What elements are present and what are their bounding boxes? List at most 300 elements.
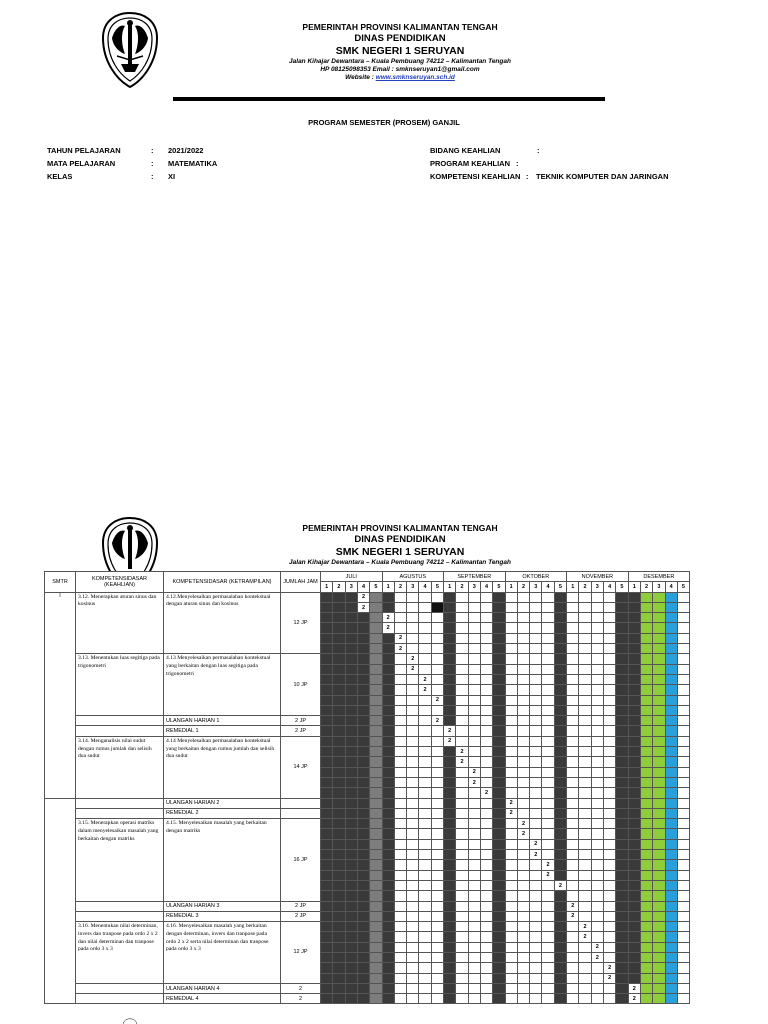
info-row — [47, 170, 217, 183]
info-label: KOMPETENSI KEAHLIAN — [430, 172, 521, 181]
week-cell — [394, 788, 406, 798]
week-cell — [370, 664, 382, 674]
week-cell — [382, 994, 394, 1004]
week-cell — [468, 798, 480, 808]
kd-pengetahuan-cell: 3.16. Menentukan nilai determinan, invers dan tranpose pada ordo 2 x 2 dan nilai determinan dan tranpose pada ordo 3 x 3 — [76, 922, 164, 984]
week-cell — [591, 602, 603, 612]
week-cell — [579, 726, 591, 736]
week-cell — [603, 911, 615, 921]
week-cell — [567, 674, 579, 684]
week-cell — [530, 922, 542, 932]
week-cell — [505, 952, 517, 962]
week-cell — [321, 819, 333, 829]
week-cell — [665, 747, 677, 757]
week-cell — [419, 602, 431, 612]
week-cell — [640, 602, 652, 612]
week-cell — [567, 613, 579, 623]
week-cell — [579, 644, 591, 654]
week-cell — [542, 829, 554, 839]
week-cell — [579, 788, 591, 798]
week-cell — [456, 695, 468, 705]
week-cell — [653, 695, 665, 705]
week-cell — [591, 829, 603, 839]
week-cell — [640, 829, 652, 839]
week-cell — [493, 695, 505, 705]
week-cell — [444, 705, 456, 715]
week-cell — [665, 829, 677, 839]
week-cell — [468, 664, 480, 674]
week-cell — [480, 829, 492, 839]
week-cell — [419, 880, 431, 890]
week-cell — [653, 633, 665, 643]
week-cell — [407, 705, 419, 715]
week-cell — [444, 623, 456, 633]
week-cell — [493, 747, 505, 757]
week-cell — [640, 592, 652, 602]
week-cell — [394, 716, 406, 726]
week-cell — [616, 664, 628, 674]
week-cell — [370, 633, 382, 643]
week-cell — [554, 983, 566, 993]
week-cell — [394, 726, 406, 736]
week-cell — [567, 633, 579, 643]
week-cell — [665, 613, 677, 623]
week-cell — [530, 674, 542, 684]
week-cell — [493, 870, 505, 880]
week-cell — [382, 633, 394, 643]
week-cell — [431, 850, 443, 860]
week-cell — [603, 870, 615, 880]
week-cell — [456, 736, 468, 746]
week-cell — [554, 870, 566, 880]
header-week: 2 — [333, 582, 345, 592]
week-cell — [628, 922, 640, 932]
week-cell — [665, 674, 677, 684]
week-cell — [321, 880, 333, 890]
week-cell — [480, 994, 492, 1004]
week-cell — [321, 613, 333, 623]
letterhead-address: Jalan Kihajar Dewantara – Kuala Pembuang 74212 – Kalimantan Tengah — [289, 57, 511, 65]
week-cell — [542, 695, 554, 705]
week-cell — [357, 911, 369, 921]
week-cell — [345, 726, 357, 736]
week-cell — [468, 633, 480, 643]
week-cell — [640, 788, 652, 798]
week-cell — [517, 623, 529, 633]
week-cell — [382, 850, 394, 860]
week-cell — [640, 716, 652, 726]
assessment-label: ULANGAN HARIAN 3 — [164, 901, 281, 911]
week-cell — [567, 716, 579, 726]
week-cell — [493, 819, 505, 829]
week-cell — [333, 839, 345, 849]
week-cell — [370, 932, 382, 942]
week-cell — [505, 747, 517, 757]
week-cell — [554, 973, 566, 983]
week-cell — [517, 798, 529, 808]
week-cell — [616, 654, 628, 664]
week-cell — [517, 613, 529, 623]
week-cell — [493, 880, 505, 890]
week-cell — [407, 716, 419, 726]
week-cell — [468, 850, 480, 860]
week-cell — [640, 973, 652, 983]
kd-empty-cell — [76, 901, 164, 911]
info-value: 2021/2022 — [168, 146, 204, 155]
week-cell — [653, 870, 665, 880]
week-cell — [567, 644, 579, 654]
week-cell — [530, 705, 542, 715]
week-cell — [370, 644, 382, 654]
week-cell — [591, 911, 603, 921]
week-cell — [444, 839, 456, 849]
week-cell — [444, 891, 456, 901]
week-cell — [530, 767, 542, 777]
hour-mark: 2 — [628, 983, 640, 993]
week-cell — [653, 747, 665, 757]
website-link[interactable]: www.smknseruyan.sch.id — [375, 73, 455, 81]
week-cell — [591, 973, 603, 983]
assessment-label: REMEDIAL 4 — [164, 994, 281, 1004]
week-cell — [591, 777, 603, 787]
week-cell — [419, 942, 431, 952]
week-cell — [603, 860, 615, 870]
week-cell — [321, 695, 333, 705]
week-cell — [407, 932, 419, 942]
assessment-jam: 2 JP — [281, 716, 321, 726]
week-cell — [456, 664, 468, 674]
week-cell — [665, 870, 677, 880]
week-cell — [603, 819, 615, 829]
week-cell — [333, 602, 345, 612]
week-cell — [321, 726, 333, 736]
week-cell — [616, 839, 628, 849]
week-cell — [370, 747, 382, 757]
week-cell — [333, 736, 345, 746]
week-cell — [653, 644, 665, 654]
week-cell — [444, 973, 456, 983]
week-cell — [505, 664, 517, 674]
week-cell — [591, 891, 603, 901]
week-cell — [493, 973, 505, 983]
week-cell — [419, 777, 431, 787]
week-cell — [640, 850, 652, 860]
week-cell — [640, 808, 652, 818]
week-cell — [333, 963, 345, 973]
week-cell — [321, 685, 333, 695]
week-cell — [505, 819, 517, 829]
week-cell — [444, 788, 456, 798]
week-cell — [370, 963, 382, 973]
week-cell — [530, 952, 542, 962]
hour-mark: 2 — [468, 777, 480, 787]
week-cell — [505, 726, 517, 736]
week-cell — [493, 664, 505, 674]
week-cell — [640, 860, 652, 870]
hour-mark: 2 — [444, 736, 456, 746]
header-week: 3 — [591, 582, 603, 592]
week-cell — [603, 623, 615, 633]
hour-mark: 2 — [530, 839, 542, 849]
week-cell — [431, 932, 443, 942]
week-cell — [505, 757, 517, 767]
week-cell — [579, 623, 591, 633]
week-cell — [665, 757, 677, 767]
week-cell — [468, 705, 480, 715]
week-cell — [517, 901, 529, 911]
week-cell — [579, 695, 591, 705]
week-cell — [419, 839, 431, 849]
week-cell — [616, 644, 628, 654]
week-cell — [456, 788, 468, 798]
week-cell — [333, 726, 345, 736]
week-cell — [357, 685, 369, 695]
week-cell — [456, 994, 468, 1004]
week-cell — [628, 819, 640, 829]
week-cell — [407, 777, 419, 787]
header-week: 5 — [554, 582, 566, 592]
week-cell — [345, 994, 357, 1004]
week-cell — [480, 952, 492, 962]
week-cell — [493, 736, 505, 746]
week-cell — [665, 819, 677, 829]
week-cell — [419, 644, 431, 654]
week-cell — [628, 850, 640, 860]
week-cell — [665, 623, 677, 633]
week-cell — [665, 860, 677, 870]
week-cell — [567, 592, 579, 602]
week-cell — [431, 819, 443, 829]
week-cell — [444, 777, 456, 787]
week-cell — [677, 613, 689, 623]
week-cell — [444, 767, 456, 777]
week-cell — [382, 592, 394, 602]
week-cell — [567, 850, 579, 860]
week-cell — [567, 777, 579, 787]
week-cell — [591, 850, 603, 860]
week-cell — [456, 932, 468, 942]
week-cell — [517, 602, 529, 612]
week-cell — [530, 747, 542, 757]
week-cell — [591, 798, 603, 808]
week-cell — [542, 973, 554, 983]
week-cell — [419, 767, 431, 777]
week-cell — [382, 829, 394, 839]
week-cell — [456, 922, 468, 932]
week-cell — [616, 602, 628, 612]
week-cell — [321, 891, 333, 901]
week-cell — [480, 602, 492, 612]
week-cell — [567, 870, 579, 880]
week-cell — [591, 839, 603, 849]
week-cell — [517, 994, 529, 1004]
week-cell — [321, 798, 333, 808]
table-row — [45, 911, 690, 921]
week-cell — [677, 952, 689, 962]
week-cell — [677, 592, 689, 602]
header-month: AGUSTUS — [382, 572, 444, 582]
week-cell — [677, 983, 689, 993]
info-sep: : — [526, 172, 529, 181]
week-cell — [653, 850, 665, 860]
week-cell — [493, 911, 505, 921]
week-cell — [345, 705, 357, 715]
week-cell — [321, 829, 333, 839]
week-cell — [394, 983, 406, 993]
week-cell — [444, 819, 456, 829]
week-cell — [517, 685, 529, 695]
week-cell — [321, 870, 333, 880]
week-cell — [419, 983, 431, 993]
week-cell — [554, 911, 566, 921]
week-cell — [616, 798, 628, 808]
week-cell — [370, 602, 382, 612]
week-cell — [591, 808, 603, 818]
week-cell — [407, 726, 419, 736]
week-cell — [345, 592, 357, 602]
week-cell — [567, 705, 579, 715]
week-cell — [444, 602, 456, 612]
week-cell — [480, 880, 492, 890]
week-cell — [357, 963, 369, 973]
week-cell — [505, 963, 517, 973]
week-cell — [345, 983, 357, 993]
week-cell — [653, 664, 665, 674]
week-cell — [517, 860, 529, 870]
week-cell — [431, 922, 443, 932]
week-cell — [419, 623, 431, 633]
week-cell — [321, 932, 333, 942]
week-cell — [603, 839, 615, 849]
assessment-jam: 2 JP — [281, 726, 321, 736]
week-cell — [677, 891, 689, 901]
week-cell — [542, 994, 554, 1004]
week-cell — [407, 870, 419, 880]
week-cell — [517, 788, 529, 798]
week-cell — [480, 860, 492, 870]
week-cell — [505, 994, 517, 1004]
week-cell — [616, 705, 628, 715]
week-cell — [419, 757, 431, 767]
week-cell — [505, 983, 517, 993]
week-cell — [640, 819, 652, 829]
header-week: 4 — [542, 582, 554, 592]
week-cell — [554, 654, 566, 664]
week-cell — [345, 767, 357, 777]
week-cell — [554, 685, 566, 695]
week-cell — [456, 829, 468, 839]
week-cell — [665, 808, 677, 818]
week-cell — [431, 983, 443, 993]
week-cell — [579, 994, 591, 1004]
week-cell — [653, 798, 665, 808]
week-cell — [579, 942, 591, 952]
week-cell — [345, 695, 357, 705]
week-cell — [382, 747, 394, 757]
week-cell — [567, 736, 579, 746]
week-cell — [333, 767, 345, 777]
week-cell — [370, 592, 382, 602]
week-cell — [554, 901, 566, 911]
week-cell — [677, 798, 689, 808]
week-cell — [554, 788, 566, 798]
week-cell — [345, 602, 357, 612]
assessment-label: REMEDIAL 1 — [164, 726, 281, 736]
week-cell — [468, 654, 480, 664]
hour-mark: 2 — [431, 695, 443, 705]
week-cell — [468, 891, 480, 901]
week-cell — [579, 819, 591, 829]
week-cell — [394, 674, 406, 684]
week-cell — [542, 664, 554, 674]
header-month: DESEMBER — [628, 572, 689, 582]
week-cell — [677, 695, 689, 705]
week-cell — [444, 798, 456, 808]
week-cell — [653, 726, 665, 736]
week-cell — [517, 839, 529, 849]
table-row — [45, 716, 690, 726]
week-cell — [444, 983, 456, 993]
week-cell — [394, 613, 406, 623]
week-cell — [357, 716, 369, 726]
week-cell — [321, 788, 333, 798]
header-week: 5 — [493, 582, 505, 592]
week-cell — [591, 901, 603, 911]
week-cell — [677, 757, 689, 767]
week-cell — [468, 695, 480, 705]
week-cell — [665, 788, 677, 798]
week-cell — [567, 952, 579, 962]
week-cell — [444, 685, 456, 695]
week-cell — [628, 644, 640, 654]
week-cell — [603, 644, 615, 654]
week-cell — [653, 716, 665, 726]
header-week: 3 — [407, 582, 419, 592]
week-cell — [444, 922, 456, 932]
week-cell — [628, 695, 640, 705]
header-week: 3 — [468, 582, 480, 592]
week-cell — [530, 644, 542, 654]
week-cell — [505, 685, 517, 695]
week-cell — [517, 911, 529, 921]
week-cell — [357, 901, 369, 911]
header-jumlah-jam: JUMLAH JAM — [281, 572, 321, 593]
week-cell — [665, 983, 677, 993]
week-cell — [628, 963, 640, 973]
week-cell — [530, 829, 542, 839]
week-cell — [530, 736, 542, 746]
header-week: 1 — [567, 582, 579, 592]
hour-mark: 2 — [444, 726, 456, 736]
week-cell — [653, 829, 665, 839]
week-cell — [333, 850, 345, 860]
week-cell — [665, 592, 677, 602]
week-cell — [653, 757, 665, 767]
week-cell — [530, 808, 542, 818]
header-week: 3 — [345, 582, 357, 592]
week-cell — [444, 942, 456, 952]
header-week: 2 — [640, 582, 652, 592]
week-cell — [419, 747, 431, 757]
week-cell — [480, 911, 492, 921]
week-cell — [357, 613, 369, 623]
week-cell — [505, 777, 517, 787]
week-cell — [677, 685, 689, 695]
week-cell — [431, 644, 443, 654]
letterhead-school: SMK NEGERI 1 SERUYAN — [335, 545, 465, 558]
week-cell — [394, 963, 406, 973]
week-cell — [517, 747, 529, 757]
